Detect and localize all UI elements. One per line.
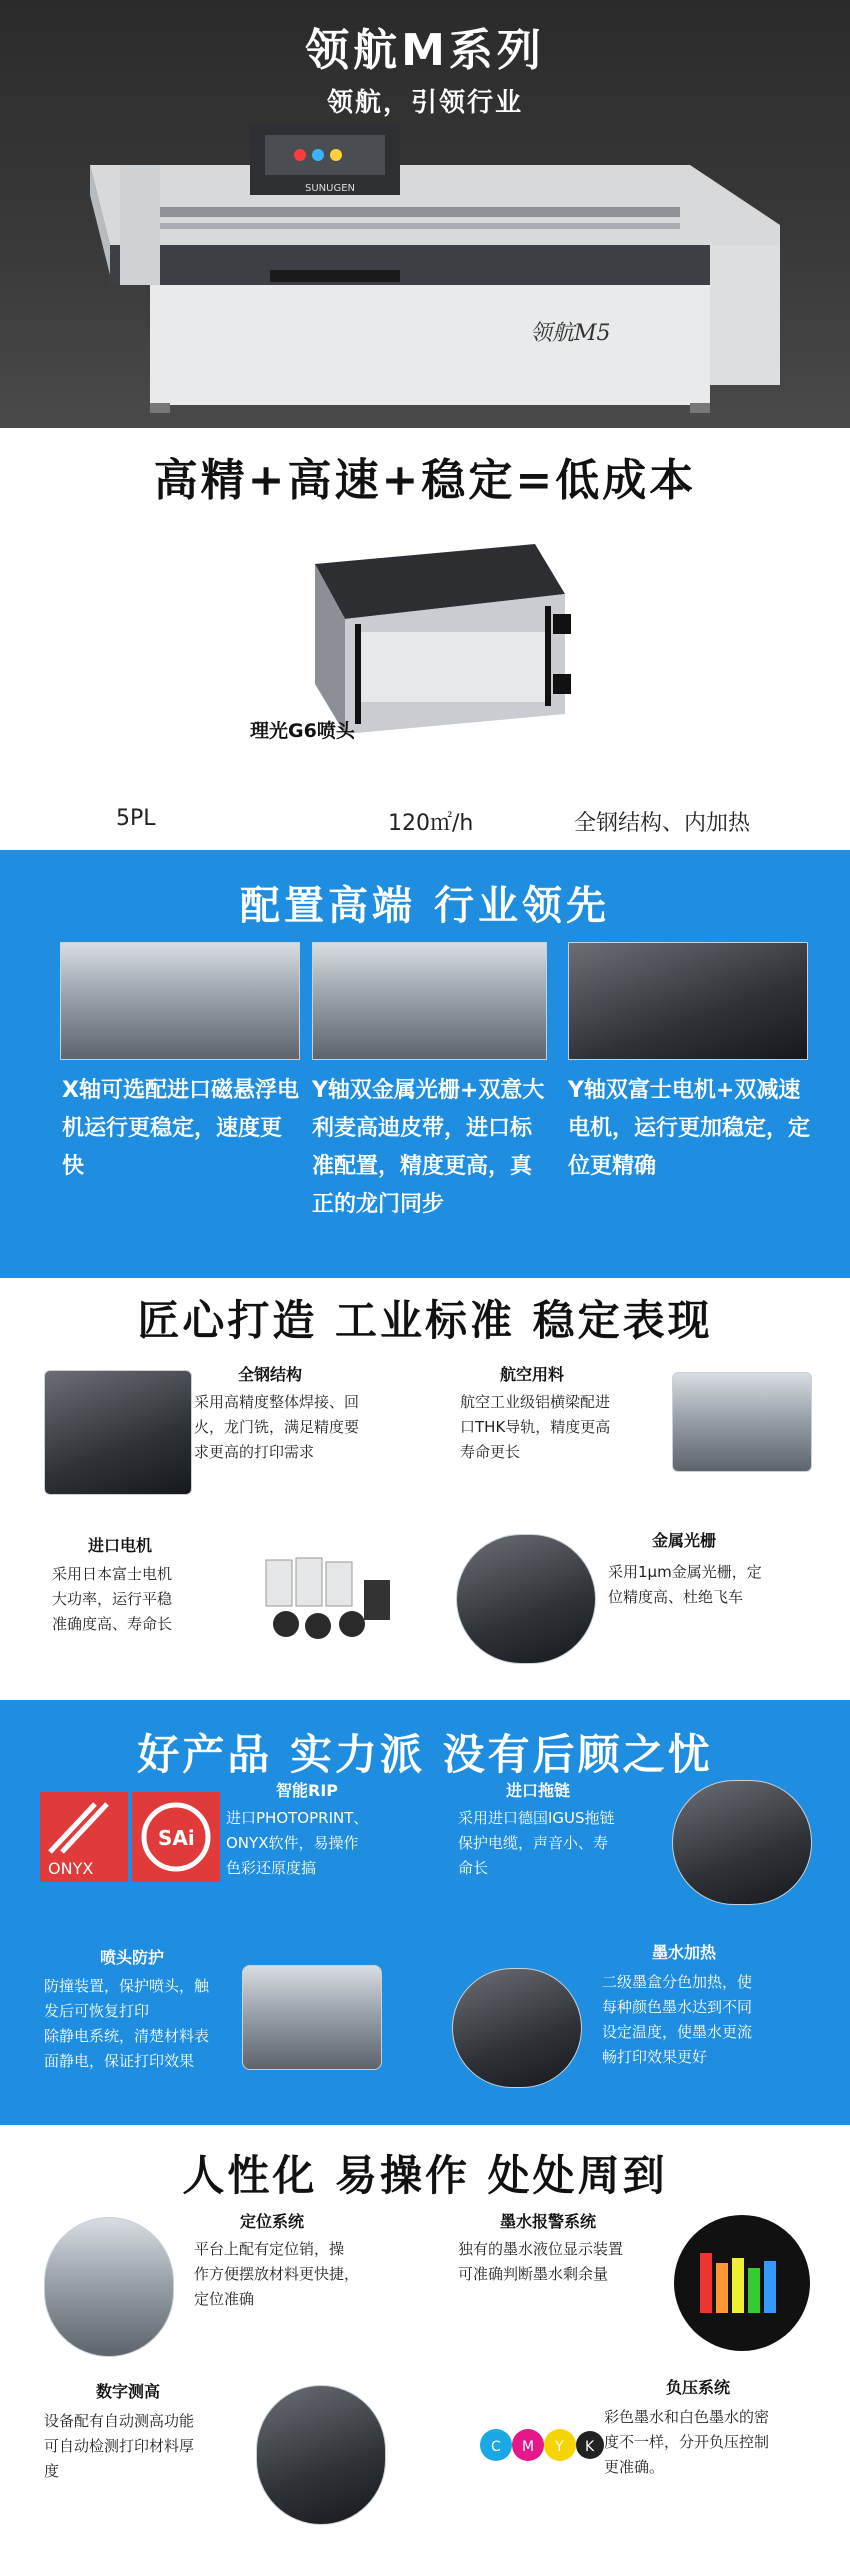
printhead-label: 理光G6喷头 xyxy=(250,720,355,742)
cmyk-y: Y xyxy=(555,2439,564,2455)
cmyk-c: C xyxy=(491,2439,501,2455)
item-title-positioning: 定位系统 xyxy=(240,2212,305,2231)
item-desc-ink-heating: 二级墨盒分色加热，使 每种颜色墨水达到不同 设定温度，使墨水更流 畅打印效果更好 xyxy=(602,1973,753,2066)
hero-subtitle: 领航，引领行业 xyxy=(326,88,523,118)
feature-y-axis-motor: Y轴双富士电机+双减速电机，运行更加稳定，定位更精确 xyxy=(568,1078,811,1179)
item-desc-drag-chain: 采用进口德国IGUS拖链 保护电缆，声音小、寿 命长 xyxy=(458,1809,615,1877)
item-title-steel: 全钢结构 xyxy=(238,1365,303,1384)
item-desc-rip: 进口PHOTOPRINT、 ONYX软件，易操作 色彩还原度搞 xyxy=(226,1809,369,1877)
performance-section xyxy=(0,428,850,848)
cmyk-m: M xyxy=(522,2439,535,2455)
item-desc-negative-pressure: 彩色墨水和白色墨水的密 度不一样，分开负压控制 更准确。 xyxy=(604,2408,770,2476)
y-axis-grating-photo xyxy=(312,942,547,1060)
item-desc-positioning: 平台上配有定位销，操 作方便摆放材料更快捷， 定位准确 xyxy=(194,2240,360,2308)
usability-section xyxy=(0,2125,850,2551)
spec-speed: 120㎡/h xyxy=(388,811,474,836)
positioning-photo xyxy=(44,2217,174,2357)
craftsmanship-heading: 匠心打造 工业标准 稳定表现 xyxy=(137,1296,713,1345)
item-title-head-protection: 喷头防护 xyxy=(100,1948,165,1967)
uv-printer-image xyxy=(90,125,790,415)
drag-chain-photo xyxy=(672,1780,812,1905)
feature-y-axis-grating: Y轴双金属光栅+双意大利麦高迪皮带，进口标准配置，精度更高，真正的龙门同步 xyxy=(312,1078,545,1217)
anti-collision-photo xyxy=(242,1965,382,2070)
cmyk-k: K xyxy=(585,2439,595,2455)
spec-structure: 全钢结构、内加热 xyxy=(574,811,751,836)
quality-assurance-section xyxy=(0,1700,850,2125)
configuration-heading: 配置高端 行业领先 xyxy=(240,882,610,929)
y-axis-motor-photo xyxy=(568,942,808,1060)
usability-heading: 人性化 易操作 处处周到 xyxy=(182,2151,668,2200)
servo-motor-image xyxy=(256,1550,396,1645)
ink-level-display xyxy=(672,2213,812,2353)
aluminum-beam-photo xyxy=(672,1372,812,1472)
item-desc-steel: 采用高精度整体焊接、回 火，龙门铣，满足精度要 求更高的打印需求 xyxy=(194,1393,360,1461)
configuration-section xyxy=(0,850,850,1278)
brand-plate: SUNUGEN xyxy=(305,183,356,194)
metal-grating-photo xyxy=(456,1534,596,1664)
item-title-ink-alarm: 墨水报警系统 xyxy=(500,2212,597,2231)
item-title-grating: 金属光栅 xyxy=(652,1531,717,1550)
feature-x-axis: X轴可选配进口磁悬浮电机运行更稳定，速度更快 xyxy=(62,1078,299,1179)
item-title-rip: 智能RIP xyxy=(276,1781,339,1800)
steel-frame-photo xyxy=(44,1370,192,1495)
item-desc-motor: 采用日本富士电机 大功率，运行平稳 准确度高、寿命长 xyxy=(52,1565,173,1633)
x-axis-photo xyxy=(60,942,300,1060)
rip-software-logos xyxy=(40,1792,220,1882)
height-sensor-photo xyxy=(256,2385,386,2525)
item-desc-grating: 采用1μm金属光栅，定 位精度高、杜绝飞车 xyxy=(608,1563,762,1606)
craftsmanship-section xyxy=(0,1278,850,1700)
item-title-negative-pressure: 负压系统 xyxy=(666,2378,731,2397)
performance-heading: 高精+高速+稳定=低成本 xyxy=(153,455,697,506)
item-desc-height-gauge: 设备配有自动测高功能 可自动检测打印材料厚 度 xyxy=(44,2412,195,2480)
printhead-image xyxy=(275,524,585,734)
hero-banner xyxy=(0,0,850,428)
item-desc-ink-alarm: 独有的墨水液位显示装置 可准确判断墨水剩余量 xyxy=(458,2240,624,2283)
hero-title: 领航M系列 xyxy=(305,25,545,76)
ink-heating-photo xyxy=(452,1968,582,2088)
item-title-ink-heating: 墨水加热 xyxy=(652,1943,717,1962)
item-title-aviation: 航空用料 xyxy=(500,1365,565,1384)
quality-heading: 好产品 实力派 没有后顾之忧 xyxy=(137,1730,713,1779)
item-desc-head-protection: 防撞装置，保护喷头，触 发后可恢复打印 除静电系统，清楚材料表 面静电，保证打印效果 xyxy=(44,1977,210,2070)
item-title-drag-chain: 进口拖链 xyxy=(506,1781,571,1800)
item-title-motor: 进口电机 xyxy=(88,1536,153,1555)
machine-badge: 领航M5 xyxy=(530,321,611,346)
item-title-height-gauge: 数字测高 xyxy=(96,2382,161,2401)
onyx-logo-text: ONYX xyxy=(48,1859,94,1878)
item-desc-aviation: 航空工业级铝横梁配进 口THK导轨，精度更高 寿命更长 xyxy=(460,1393,611,1461)
sai-logo-text: SAi xyxy=(158,1826,195,1850)
cmyk-ink-drops xyxy=(476,2395,606,2495)
spec-droplet: 5PL xyxy=(116,806,156,831)
